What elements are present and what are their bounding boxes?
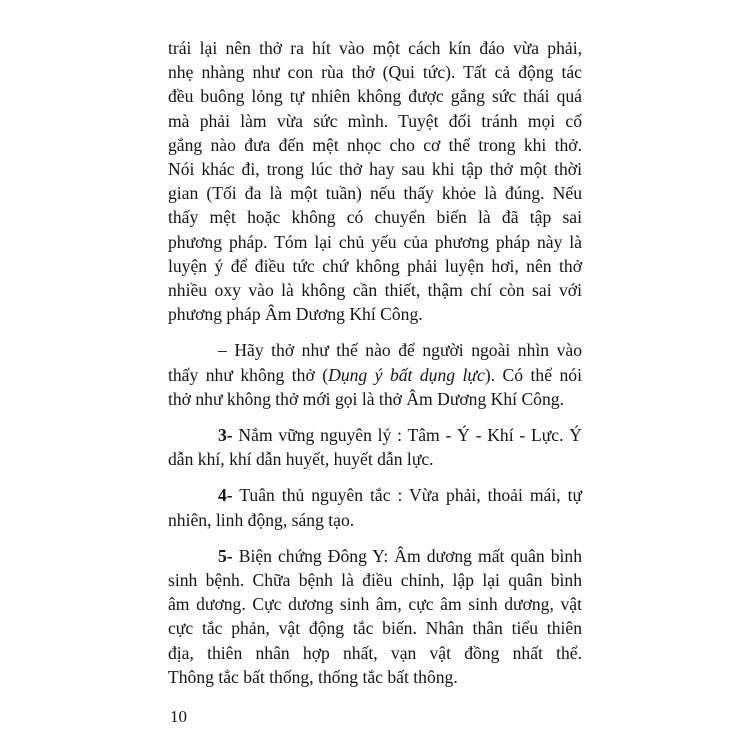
paragraph-1 bbox=[168, 36, 582, 326]
italic-phrase: Dụng ý bất dụng lực bbox=[328, 364, 485, 385]
text-line: Thông tắc bất thống, thống tắc bất thông. bbox=[168, 666, 458, 687]
text-line: nhẹ nhàng như con rùa thở (Qui tức). Tất cả động tác bbox=[168, 62, 582, 83]
item-number: 5- bbox=[218, 545, 233, 566]
text-line: phương pháp Âm Dương Khí Công. bbox=[168, 304, 423, 325]
body-text bbox=[168, 36, 582, 689]
page-number: 10 bbox=[170, 707, 187, 726]
text-fragment: Nắm vững nguyên lý : Tâm - Ý - Khí - Lực. Ý bbox=[232, 425, 582, 446]
text-fragment: thấy như không thở ( bbox=[168, 364, 329, 385]
text-line: nhiều oxy vào là không cần thiết, thậm chí còn sai với bbox=[168, 280, 582, 301]
text-line: sinh bệnh. Chữa bệnh là điều chỉnh, lập lại quân bình bbox=[168, 570, 582, 591]
text-line bbox=[168, 363, 582, 387]
text-fragment: Biện chứng Đông Y: Âm dương mất quân bình bbox=[232, 545, 582, 566]
text-fragment: Tuân thủ nguyên tắc : Vừa phải, thoải mái, tự bbox=[232, 485, 582, 506]
text-line: thở như không thở mới gọi là thở Âm Dương Khí Công. bbox=[168, 388, 564, 409]
item-number: 4- bbox=[218, 485, 233, 506]
text-line: – Hãy thở như thế nào để người ngoài nhìn vào bbox=[218, 340, 582, 361]
text-line bbox=[168, 423, 582, 447]
paragraph-5 bbox=[168, 544, 582, 689]
paragraph-2 bbox=[168, 338, 582, 411]
text-line: phương pháp. Tóm lại chủ yếu của phương pháp này là bbox=[168, 231, 582, 252]
text-fragment: ). Có thể nói bbox=[484, 364, 582, 385]
text-line: cực tắc phản, vật động tắc biến. Nhân thân tiểu thiên bbox=[168, 618, 582, 639]
text-line: trái lại nên thở ra hít vào một cách kín đáo vừa phải, bbox=[168, 38, 582, 58]
text-line: luyện ý để điều tức chứ không phải luyện hơi, nên thở bbox=[168, 255, 582, 276]
text-line: âm dương. Cực dương sinh âm, cực âm sinh dương, vật bbox=[168, 594, 582, 615]
text-line: thấy mệt hoặc không có chuyển biến là đã tập sai bbox=[168, 207, 582, 228]
text-line: gian (Tối đa là một tuần) nếu thấy khỏe là đúng. Nếu bbox=[168, 183, 582, 204]
item-number: 3- bbox=[218, 425, 233, 446]
text-line bbox=[168, 483, 582, 507]
text-line: gắng nào đưa đến mệt nhọc cho cơ thể trong khi thở. bbox=[168, 134, 582, 155]
text-line bbox=[168, 544, 582, 568]
text-line: địa, thiên nhân hợp nhất, vạn vật đồng nhất thể. bbox=[168, 642, 582, 663]
paragraph-3 bbox=[168, 423, 582, 471]
paragraph-4 bbox=[168, 483, 582, 531]
text-line: dẫn khí, khí dẫn huyết, huyết dẫn lực. bbox=[168, 449, 434, 470]
text-line: Nói khác đi, trong lúc thở hay sau khi tập thở một thời bbox=[168, 159, 582, 180]
text-line: nhiên, linh động, sáng tạo. bbox=[168, 509, 355, 530]
text-line: đều buông lỏng tự nhiên không được gắng sức thái quá bbox=[168, 86, 582, 107]
text-line: mà phải làm vừa sức mình. Tuyệt đối tránh mọi cố bbox=[168, 110, 582, 131]
